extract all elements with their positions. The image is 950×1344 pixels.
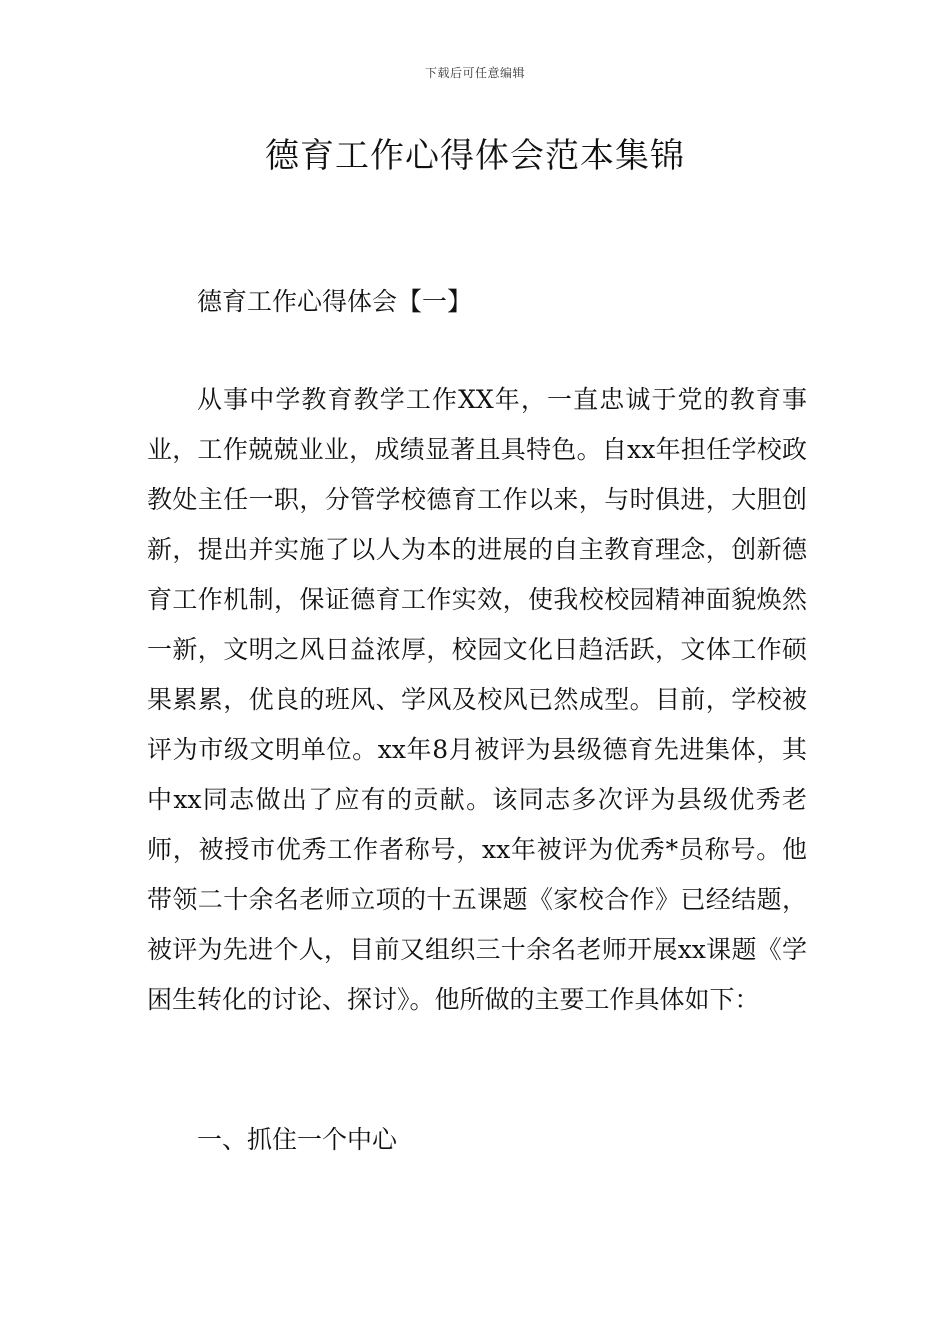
section-heading: 德育工作心得体会【一】: [197, 287, 473, 316]
sub-heading: 一、抓住一个中心: [197, 1125, 398, 1154]
document-title: 德育工作心得体会范本集锦: [265, 136, 685, 176]
header-note: 下载后可任意编辑: [424, 66, 525, 80]
body-paragraph: 从事中学教育教学工作XX年，一直忠诚于党的教育事业，工作兢兢业业，成绩显著且具特色。自xx年担任学校政教处主任一职，分管学校德育工作以来，与时俱进，大胆创新，提出并实施了以人为本的进展的自主教育理念，创新德育工作机制，保证德育工作实效，使我校校园精神面貌焕然一新，文明之风日益浓厚，校园文化日趋活跃，文体工作硕果累累，优良的班风、学风及校风已然成型。目前，学校被评为市级文明单位。xx年8月被评为县级德育先进集体，其中xx同志做出了应有的贡献。该同志多次评为县级优秀老师，被授市优秀工作者称号，xx年被评为优秀*员称号。他带领二十余名老师立项的十五课题《家校合作》已经结题，被评为先进个人，目前又组织三十余名老师开展xx课题《学困生转化的讨论、探讨》。他所做的主要工作具体如下：: [147, 385, 807, 1014]
